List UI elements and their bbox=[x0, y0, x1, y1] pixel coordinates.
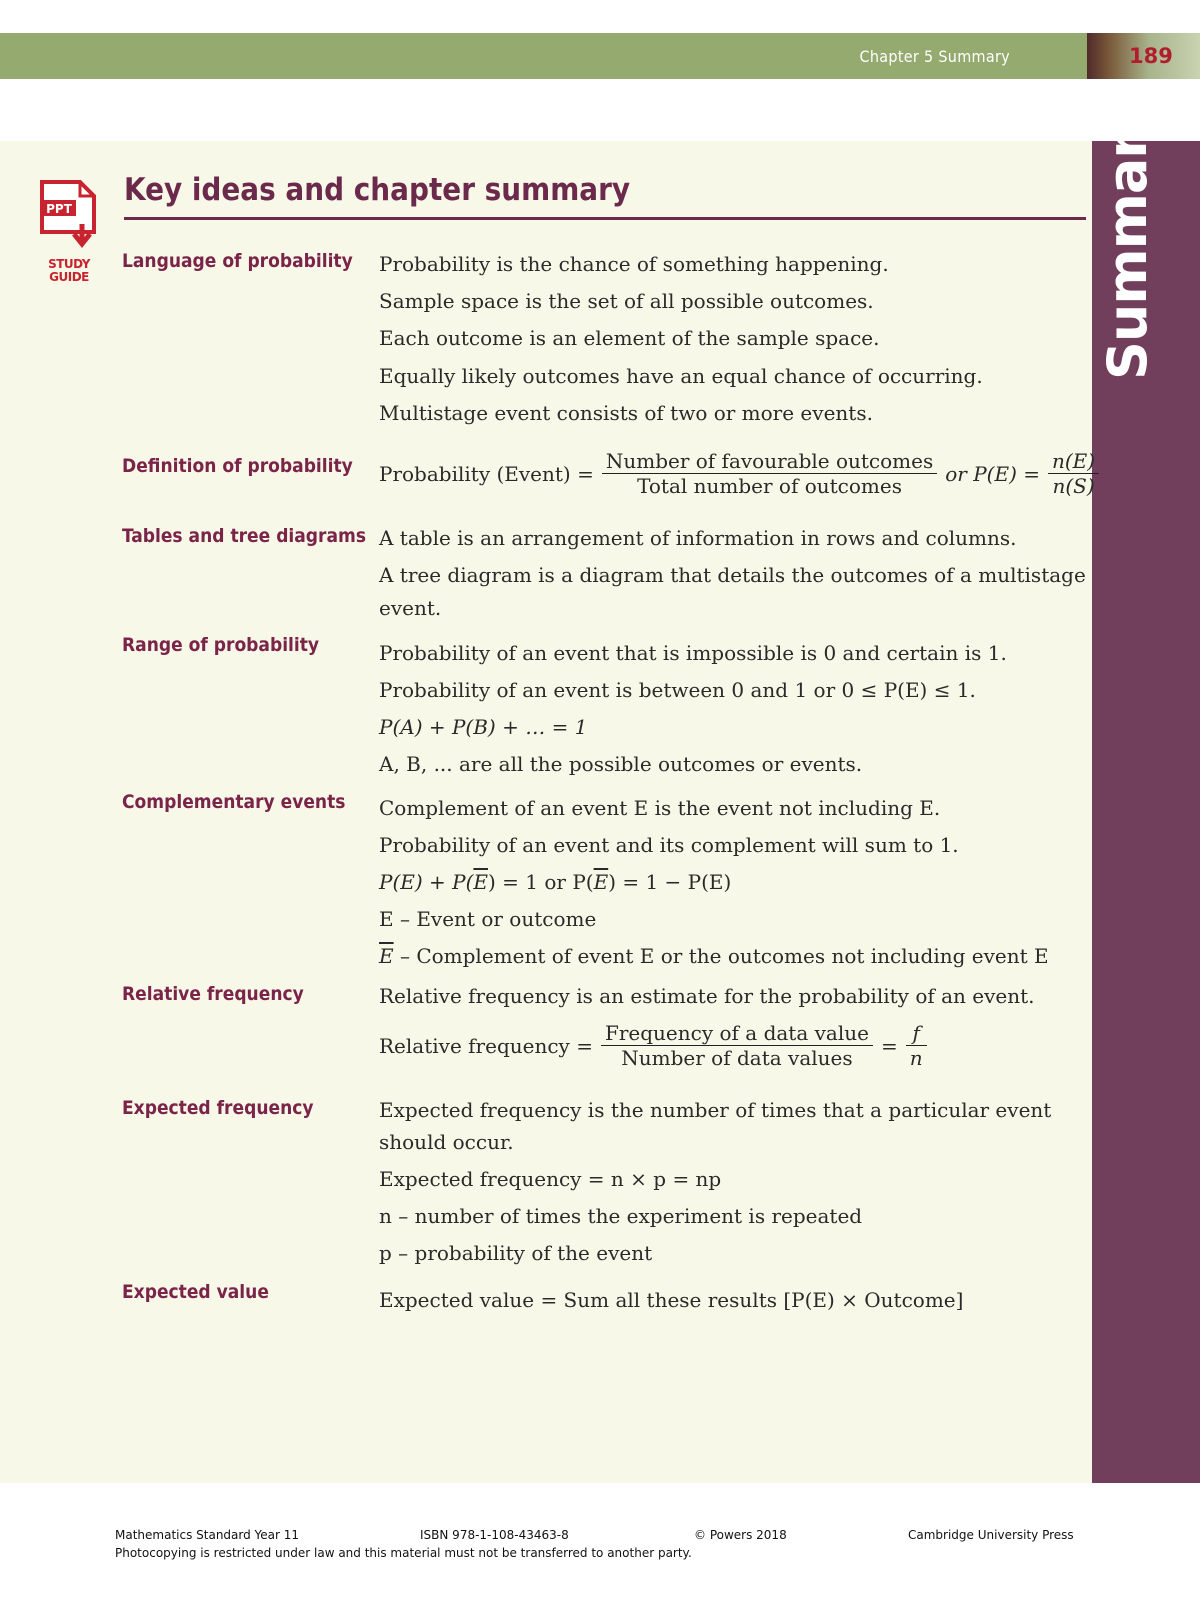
expected-freq-line-5: p – probability of the event bbox=[379, 1241, 653, 1265]
complement-line-5 bbox=[379, 944, 1049, 968]
footer-book: Mathematics Standard Year 11 bbox=[115, 1528, 300, 1542]
relative-line-1: Relative frequency is an estimate for the probability of an event. bbox=[379, 984, 1035, 1008]
footer-publisher: Cambridge University Press bbox=[908, 1528, 1074, 1542]
ppt-label: PPT bbox=[46, 202, 72, 216]
complement-ebar-symbol: $\overline{E}$ bbox=[379, 944, 394, 968]
n-denominator: n bbox=[909, 1046, 923, 1070]
study-guide-label bbox=[38, 258, 100, 284]
complement-eq-ebar2: $\overline{E}$ bbox=[593, 870, 609, 894]
language-line-4: Equally likely outcomes have an equal chance of occurring. bbox=[379, 364, 983, 388]
relative-numerator: Frequency of a data value bbox=[601, 1021, 873, 1046]
page-title: Key ideas and chapter summary bbox=[124, 172, 631, 208]
range-line-4: A, B, ... are all the possible outcomes or events. bbox=[379, 752, 863, 776]
fraction-denominator: Total number of outcomes bbox=[637, 474, 902, 498]
language-line-2: Sample space is the set of all possible outcomes. bbox=[379, 289, 874, 313]
summary-side-label: Summary bbox=[1096, 98, 1159, 380]
probability-formula bbox=[379, 449, 1099, 498]
complement-definition: – Complement of event E or the outcomes not including event E bbox=[393, 944, 1049, 968]
term-complementary-events: Complementary events bbox=[122, 791, 346, 813]
expected-freq-line-2: should occur. bbox=[379, 1130, 514, 1154]
complement-eq-part3: ) = 1 − P(E) bbox=[608, 870, 732, 894]
relative-equals: = bbox=[880, 1033, 898, 1058]
header-band bbox=[0, 33, 1200, 79]
language-line-5: Multistage event consists of two or more events. bbox=[379, 401, 873, 425]
term-relative-frequency: Relative frequency bbox=[122, 983, 304, 1005]
f-numerator: f bbox=[906, 1021, 927, 1046]
favourable-fraction bbox=[602, 449, 937, 498]
expected-freq-line-1: Expected frequency is the number of times that a particular event bbox=[379, 1098, 1052, 1122]
language-line-3: Each outcome is an element of the sample space. bbox=[379, 326, 880, 350]
study-label-line2: GUIDE bbox=[49, 270, 89, 284]
footer-notice: Photocopying is restricted under law and this material must not be transferred to another party. bbox=[115, 1546, 692, 1560]
expected-freq-line-4: n – number of times the experiment is repeated bbox=[379, 1204, 863, 1228]
term-expected-frequency: Expected frequency bbox=[122, 1097, 314, 1119]
tables-line-1: A table is an arrangement of information in rows and columns. bbox=[379, 526, 1017, 550]
range-line-3: P(A) + P(B) + … = 1 bbox=[379, 715, 588, 739]
term-range-of-probability: Range of probability bbox=[122, 634, 320, 656]
fraction-numerator: Number of favourable outcomes bbox=[602, 449, 937, 474]
footer-copyright: © Powers 2018 bbox=[694, 1528, 787, 1542]
term-language-of-probability: Language of probability bbox=[122, 250, 353, 272]
range-line-1: Probability of an event that is impossible is 0 and certain is 1. bbox=[379, 641, 1007, 665]
range-line-2: Probability of an event is between 0 and 1 or 0 ≤ P(E) ≤ 1. bbox=[379, 678, 976, 702]
formula-or: or P(E) = bbox=[945, 461, 1040, 486]
relative-frequency-formula bbox=[379, 1021, 927, 1070]
ppt-file-icon[interactable] bbox=[38, 180, 100, 252]
complement-line-2: Probability of an event and its complement will sum to 1. bbox=[379, 833, 959, 857]
complement-line-3 bbox=[379, 870, 731, 894]
complement-eq-ebar1: $\overline{E}$ bbox=[473, 870, 489, 894]
page-number: 189 bbox=[1129, 44, 1173, 68]
footer-isbn: ISBN 978-1-108-43463-8 bbox=[420, 1528, 569, 1542]
set-denominator: n(S) bbox=[1052, 474, 1095, 498]
set-fraction bbox=[1048, 449, 1099, 498]
formula-lhs: Probability (Event) = bbox=[379, 461, 594, 486]
complement-eq-part1: P(E) + P( bbox=[379, 870, 474, 894]
language-line-1: Probability is the chance of something happening. bbox=[379, 252, 889, 276]
term-expected-value: Expected value bbox=[122, 1281, 269, 1303]
relative-denominator: Number of data values bbox=[621, 1046, 853, 1070]
relative-fraction bbox=[601, 1021, 873, 1070]
term-definition-of-probability: Definition of probability bbox=[122, 455, 353, 477]
f-over-n-fraction bbox=[906, 1021, 927, 1070]
title-divider bbox=[124, 217, 1086, 220]
study-label-line1: STUDY bbox=[48, 257, 90, 271]
complement-line-1: Complement of an event E is the event not including E. bbox=[379, 796, 941, 820]
expected-value-line-1: Expected value = Sum all these results [P(E) × Outcome] bbox=[379, 1288, 964, 1312]
complement-eq-part2: ) = 1 or P( bbox=[488, 870, 594, 894]
term-tables-and-tree-diagrams: Tables and tree diagrams bbox=[122, 525, 367, 547]
expected-freq-line-3: Expected frequency = n × p = np bbox=[379, 1167, 722, 1191]
tables-line-3: event. bbox=[379, 596, 442, 620]
chapter-title: Chapter 5 Summary bbox=[859, 47, 1010, 66]
set-numerator: n(E) bbox=[1048, 449, 1099, 474]
tables-line-2: A tree diagram is a diagram that details the outcomes of a multistage bbox=[379, 563, 1086, 587]
complement-line-4: E – Event or outcome bbox=[379, 907, 597, 931]
relative-lhs: Relative frequency = bbox=[379, 1033, 593, 1058]
